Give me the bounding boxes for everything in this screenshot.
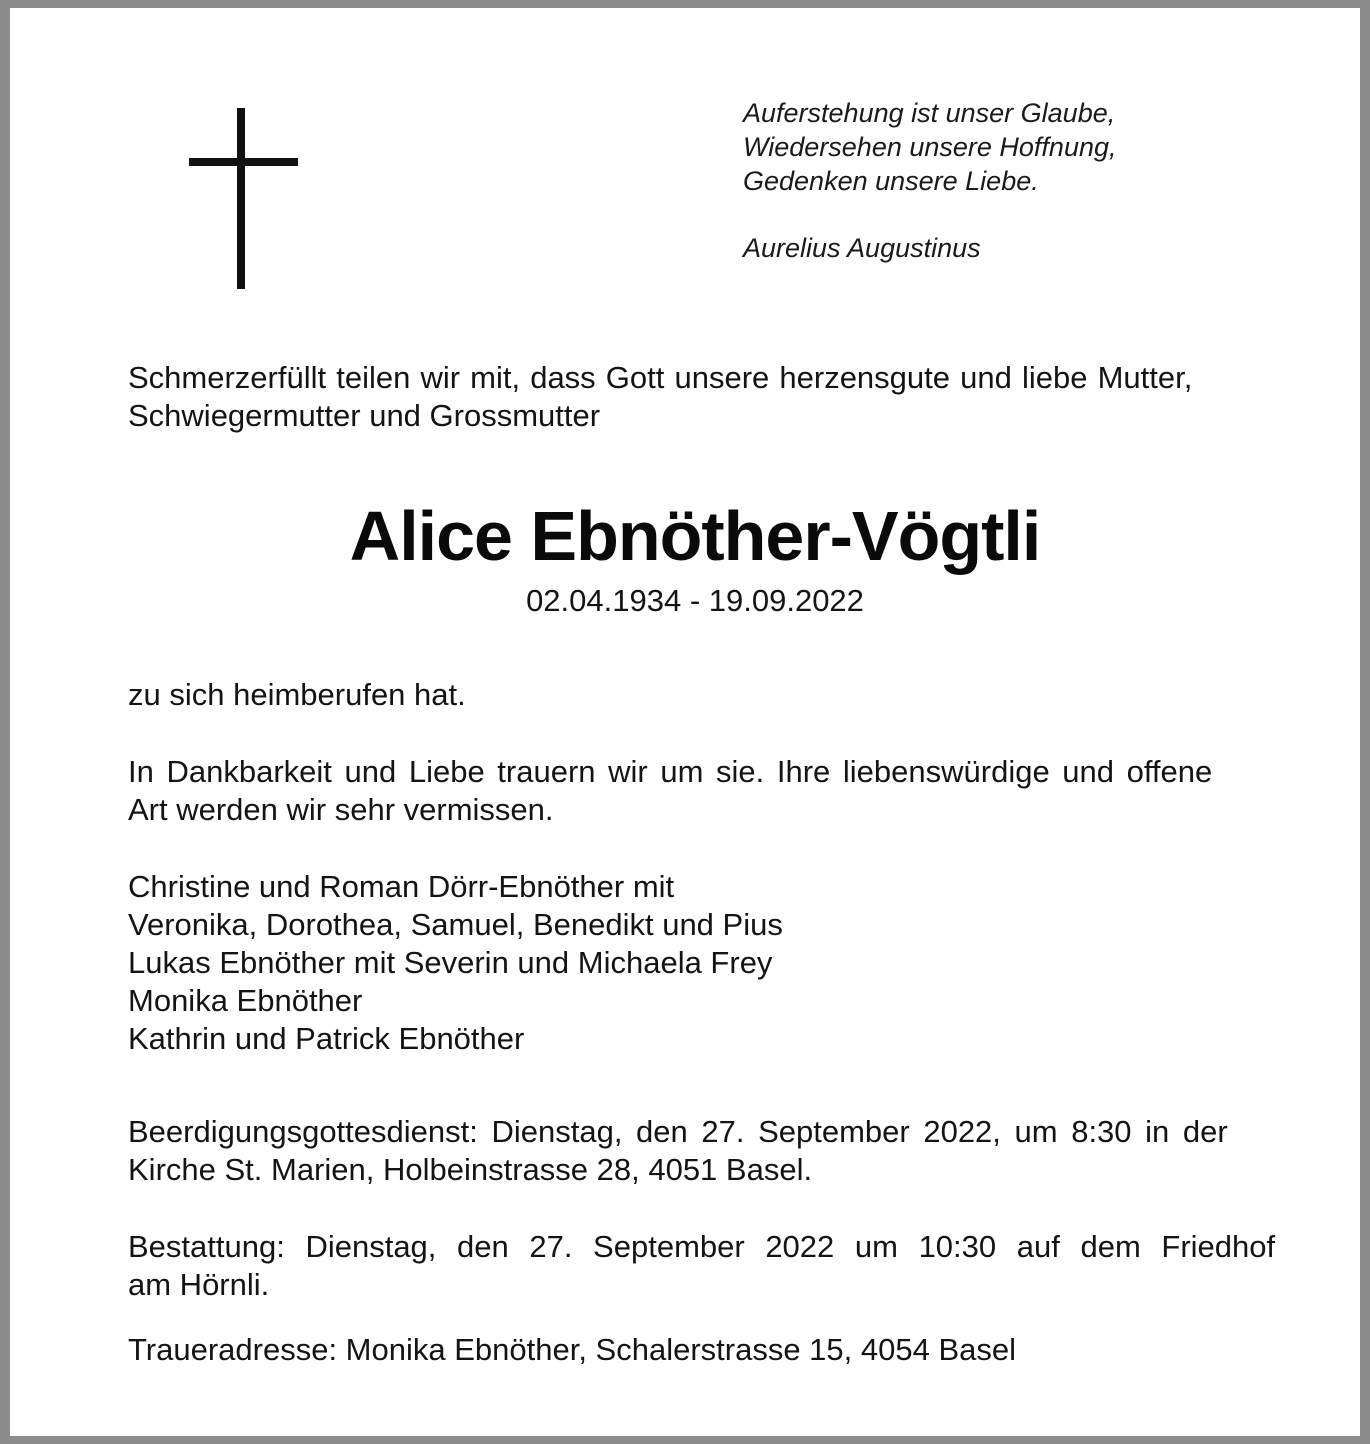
address-paragraph (128, 1331, 1262, 1369)
burial-line: am Hörnli. (128, 1267, 270, 1302)
mourner-line: Lukas Ebnöther mit Severin und Michaela Frey (128, 945, 773, 980)
called-home-text (128, 676, 1262, 714)
service-line: Kirche St. Marien, Holbeinstrasse 28, 4051 Basel. (128, 1152, 813, 1187)
quote-author: Aurelius Augustinus (743, 233, 981, 263)
mourner-line: Kathrin und Patrick Ebnöther (128, 1021, 525, 1056)
intro-paragraph (128, 359, 1262, 435)
quote-line: Wiedersehen unsere Hoffnung, (743, 132, 1117, 162)
mourners-list (128, 868, 783, 1058)
mourner-line: Christine und Roman Dörr-Ebnöther mit (128, 869, 675, 904)
intro-line: Schmerzerfüllt teilen wir mit, dass Gott unsere herzensgute und liebe Mutter, (128, 360, 1193, 395)
called-home-line: zu sich heimberufen hat. (128, 677, 466, 712)
service-paragraph (128, 1113, 1262, 1189)
burial-line: Bestattung: Dienstag, den 27. September 2022 um 10:30 auf dem Friedhof (128, 1229, 1276, 1264)
gratitude-paragraph (128, 753, 1262, 829)
quote-line: Auferstehung ist unser Glaube, (743, 98, 1116, 128)
gratitude-line: Art werden wir sehr vermissen. (128, 792, 554, 827)
burial-paragraph (128, 1228, 1276, 1304)
deceased-name: Alice Ebnöther-Vögtli (349, 497, 1041, 575)
mourner-line: Veronika, Dorothea, Samuel, Benedikt und Pius (128, 907, 783, 942)
mourner-line: Monika Ebnöther (128, 983, 363, 1018)
gratitude-line: In Dankbarkeit und Liebe trauern wir um sie. Ihre liebenswürdige und offene (128, 754, 1213, 789)
service-line: Beerdigungsgottesdienst: Dienstag, den 27. September 2022, um 8:30 in der (128, 1114, 1228, 1149)
intro-line: Schwiegermutter und Grossmutter (128, 398, 601, 433)
address-line: Traueradresse: Monika Ebnöther, Schalerstrasse 15, 4054 Basel (128, 1332, 1017, 1367)
quote-block (743, 96, 1303, 265)
quote-line: Gedenken unsere Liebe. (743, 166, 1039, 196)
deceased-dates: 02.04.1934 - 19.09.2022 (526, 583, 864, 618)
